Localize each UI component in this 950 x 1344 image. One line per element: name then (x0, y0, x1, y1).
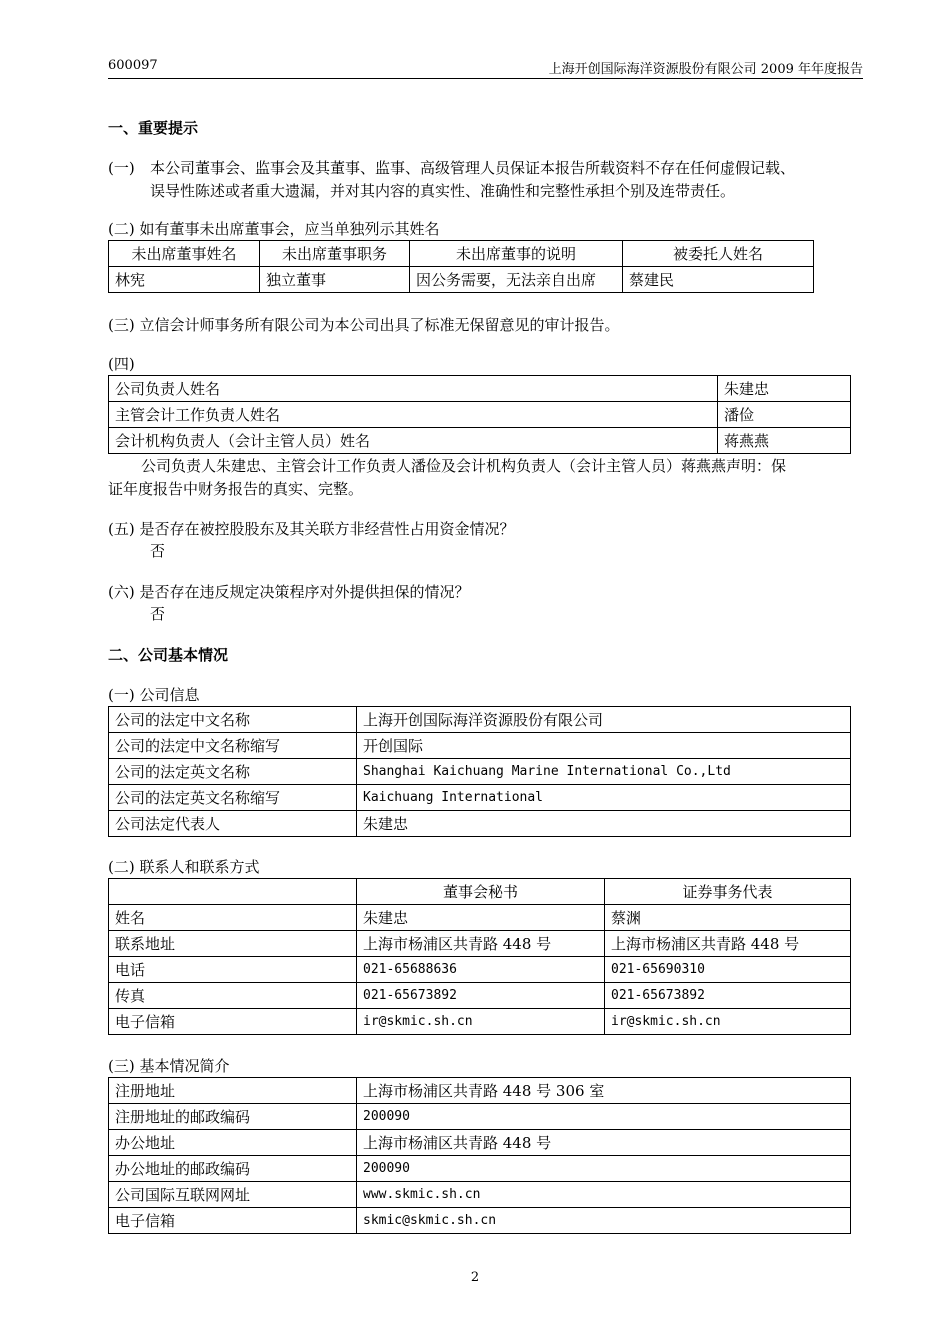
subsection-basic-info: (三) 基本情况简介 (108, 1057, 230, 1075)
declaration-line-1: 公司负责人朱建忠、主管会计工作负责人潘俭及会计机构负责人（会计主管人员）蒋燕燕声明：保 (141, 457, 787, 475)
table-row (109, 905, 851, 931)
table-row (109, 1208, 851, 1234)
section-1-title: 一、重要提示 (108, 119, 199, 137)
table-cell: 电子信箱 (109, 1009, 357, 1035)
table-row (109, 267, 814, 293)
table-row (109, 983, 851, 1009)
table-cell: skmic@skmic.sh.cn (357, 1208, 851, 1234)
table-cell: 公司的法定中文名称缩写 (109, 733, 357, 759)
table-row (109, 733, 851, 759)
table-row (109, 1156, 851, 1182)
item-5-answer: 否 (150, 542, 166, 560)
table-row (109, 376, 851, 402)
table-cell: 公司的法定中文名称 (109, 707, 357, 733)
table-header-cell (109, 879, 357, 905)
table-cell: 传真 (109, 983, 357, 1009)
table-cell: 林宪 (109, 267, 260, 293)
table-cell: Kaichuang International (357, 785, 851, 811)
table-cell: 主管会计工作负责人姓名 (109, 402, 718, 428)
table-row (109, 707, 851, 733)
table-cell: 200090 (357, 1156, 851, 1182)
table-cell: 姓名 (109, 905, 357, 931)
table-cell: 公司国际互联网网址 (109, 1182, 357, 1208)
item-6-answer: 否 (150, 605, 166, 623)
table-cell: 注册地址的邮政编码 (109, 1104, 357, 1130)
subsection-company-info: (一) 公司信息 (108, 686, 200, 704)
table-cell: 蔡建民 (623, 267, 814, 293)
item-6: (六) 是否存在违反规定决策程序对外提供担保的情况？ (108, 583, 470, 601)
table-cell: 朱建忠 (357, 811, 851, 837)
table-row (109, 785, 851, 811)
subsection-contacts: (二) 联系人和联系方式 (108, 858, 260, 876)
table-cell: 上海市杨浦区共青路 448 号 (357, 1130, 851, 1156)
item-2: (二) 如有董事未出席董事会，应当单独列示其姓名 (108, 220, 440, 238)
table-cell: 公司负责人姓名 (109, 376, 718, 402)
table-row (109, 402, 851, 428)
table-header-row (109, 879, 851, 905)
item-1-line-1: 本公司董事会、监事会及其董事、监事、高级管理人员保证本报告所载资料不存在任何虚假记载、 (150, 159, 796, 177)
table-cell: 公司法定代表人 (109, 811, 357, 837)
table-cell: 朱建忠 (718, 376, 851, 402)
page-number: 2 (470, 1270, 480, 1285)
page-header (108, 58, 863, 79)
table-cell: 开创国际 (357, 733, 851, 759)
table-cell: 公司的法定英文名称缩写 (109, 785, 357, 811)
table-cell: 021-65688636 (357, 957, 605, 983)
table-row (109, 957, 851, 983)
table-header-row (109, 241, 814, 267)
table-row (109, 1130, 851, 1156)
absent-director-table (108, 240, 814, 293)
table-cell: 朱建忠 (357, 905, 605, 931)
table-cell: 200090 (357, 1104, 851, 1130)
table-cell: ir@skmic.sh.cn (357, 1009, 605, 1035)
table-header-cell: 证券事务代表 (605, 879, 851, 905)
table-row (109, 931, 851, 957)
table-cell: 上海市杨浦区共青路 448 号 306 室 (357, 1078, 851, 1104)
item-5: (五) 是否存在被控股股东及其关联方非经营性占用资金情况？ (108, 520, 515, 538)
table-cell: www.skmic.sh.cn (357, 1182, 851, 1208)
table-cell: 021-65673892 (605, 983, 851, 1009)
table-cell: 蒋燕燕 (718, 428, 851, 454)
responsible-persons-table (108, 375, 851, 454)
table-cell: 021-65673892 (357, 983, 605, 1009)
item-3: (三) 立信会计师事务所有限公司为本公司出具了标准无保留意见的审计报告。 (108, 316, 620, 334)
table-cell: 蔡渊 (605, 905, 851, 931)
item-1-num: (一) (108, 159, 135, 177)
table-header-cell: 未出席董事职务 (260, 241, 410, 267)
table-row (109, 428, 851, 454)
table-cell: 潘俭 (718, 402, 851, 428)
table-cell: 上海市杨浦区共青路 448 号 (357, 931, 605, 957)
company-info-table (108, 706, 851, 837)
table-row (109, 1009, 851, 1035)
table-cell: 上海市杨浦区共青路 448 号 (605, 931, 851, 957)
section-2-title: 二、公司基本情况 (108, 646, 229, 664)
table-row (109, 811, 851, 837)
contacts-table (108, 878, 851, 1035)
table-cell: ir@skmic.sh.cn (605, 1009, 851, 1035)
table-row (109, 1078, 851, 1104)
declaration-line-2: 证年度报告中财务报告的真实、完整。 (108, 480, 364, 498)
item-1-line-2: 误导性陈述或者重大遗漏，并对其内容的真实性、准确性和完整性承担个别及连带责任。 (150, 182, 736, 200)
table-row (109, 759, 851, 785)
table-cell: 电话 (109, 957, 357, 983)
basic-info-table (108, 1077, 851, 1234)
table-cell: 办公地址 (109, 1130, 357, 1156)
stock-code: 600097 (108, 58, 158, 73)
table-cell: 独立董事 (260, 267, 410, 293)
table-header-cell: 被委托人姓名 (623, 241, 814, 267)
table-cell: Shanghai Kaichuang Marine International Co.,Ltd (357, 759, 851, 785)
table-cell: 会计机构负责人（会计主管人员）姓名 (109, 428, 718, 454)
table-row (109, 1182, 851, 1208)
table-cell: 注册地址 (109, 1078, 357, 1104)
item-4: (四) (108, 355, 135, 373)
table-cell: 上海开创国际海洋资源股份有限公司 (357, 707, 851, 733)
table-cell: 因公务需要，无法亲自出席 (410, 267, 623, 293)
table-header-cell: 未出席董事的说明 (410, 241, 623, 267)
table-header-cell: 未出席董事姓名 (109, 241, 260, 267)
table-header-cell: 董事会秘书 (357, 879, 605, 905)
table-row (109, 1104, 851, 1130)
table-cell: 021-65690310 (605, 957, 851, 983)
table-cell: 电子信箱 (109, 1208, 357, 1234)
report-title: 上海开创国际海洋资源股份有限公司 2009 年年度报告 (548, 62, 863, 77)
table-cell: 办公地址的邮政编码 (109, 1156, 357, 1182)
table-cell: 联系地址 (109, 931, 357, 957)
table-cell: 公司的法定英文名称 (109, 759, 357, 785)
